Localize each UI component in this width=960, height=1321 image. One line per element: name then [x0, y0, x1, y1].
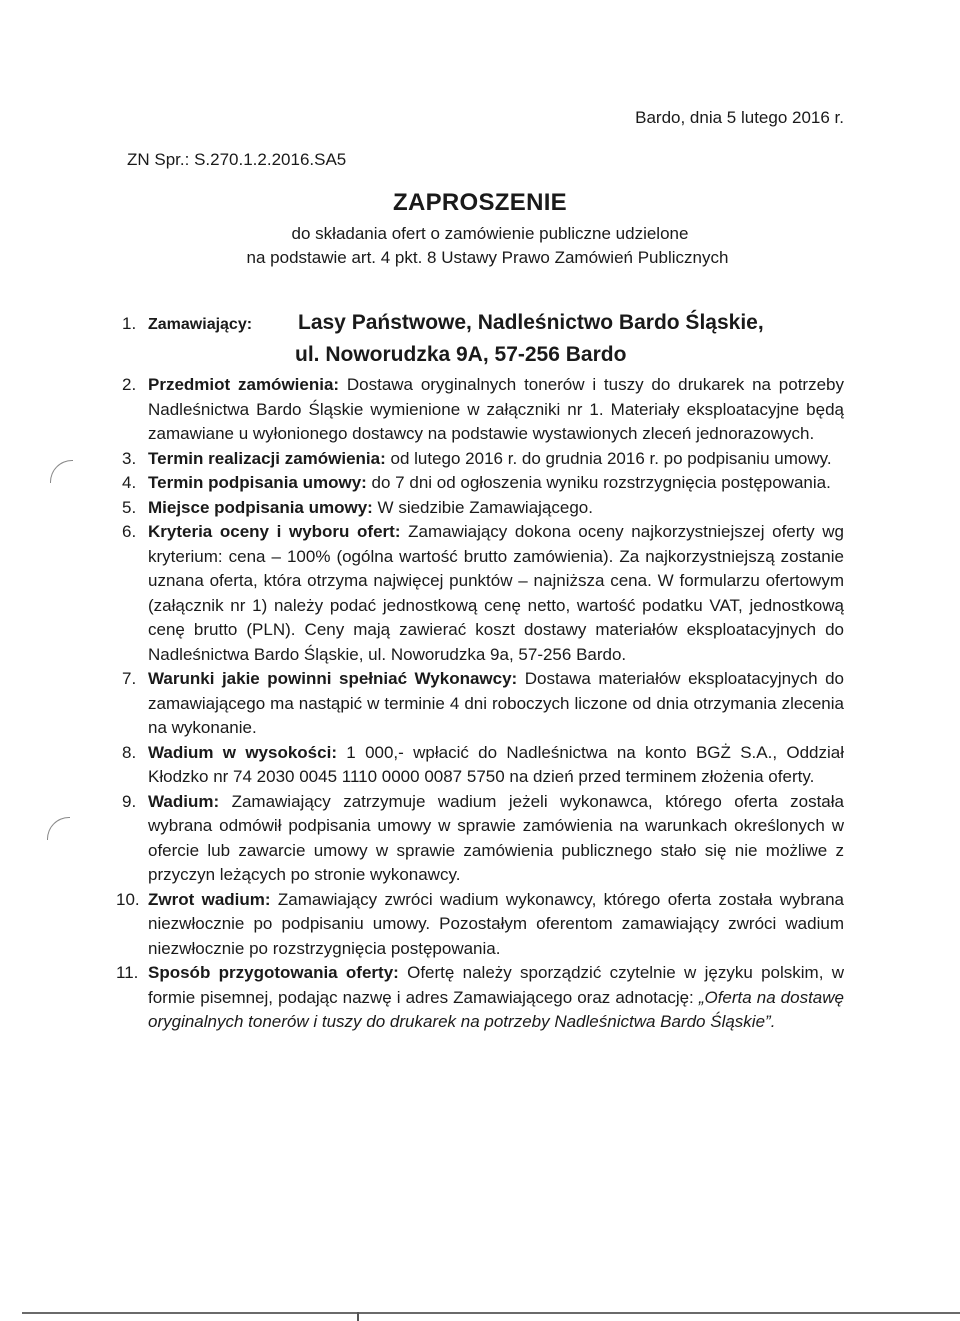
item-number: 7. — [122, 669, 137, 688]
item-label: Kryteria oceny i wyboru ofert: — [148, 522, 401, 541]
item-text: W siedzibie Zamawiającego. — [372, 497, 593, 517]
item-text: Zamawiający dokona oceny najkorzystniejszej oferty wg kryterium: cena – 100% (ogólna wartość brutto zamówienia). Za najkorzystniejszą zostanie uznana oferta, która otrzyma najwięcej punktów – najniższa cena. W formularzu ofertowym (załącznik nr 1) należy podać jednostkową cenę netto, wartość podatku VAT, jednostkową cenę brutto (PLN). Ceny mają zawierać koszt dostawy materiałów eksploatacyjnych do Nadleśnictwa Bardo Śląskie, ul. Noworudzka 9a, 57-256 Bardo. — [148, 522, 845, 664]
list-item — [122, 447, 844, 472]
item-text: 1 000,- wpłacić do Nadleśnictwa na konto BGŻ S.A., Oddział Kłodzko nr 74 2030 0045 1110 0000 0087 5750 na dzień przed terminem złożenia oferty. — [148, 742, 844, 786]
item-label: Zwrot wadium: — [148, 889, 271, 909]
item-list — [116, 311, 845, 1035]
document-title: ZAPROSZENIE — [393, 189, 567, 216]
item-number: 11. — [116, 963, 139, 982]
list-item — [122, 373, 844, 447]
item-label: Warunki jakie powinni spełniać Wykonawcy: — [148, 669, 518, 688]
list-item — [122, 471, 844, 496]
item-label: Sposób przygotowania oferty: — [148, 963, 399, 982]
list-item — [122, 520, 844, 667]
item-text: Ofertę należy sporządzić czytelnie w języku polskim, w formie pisemnej, podając nazwę i adres Zamawiającego oraz adnotację: — [148, 963, 844, 1007]
item-label: Miejsce podpisania umowy: — [148, 497, 373, 517]
item-label: Termin podpisania umowy: — [148, 473, 367, 492]
item-number: 1. — [122, 314, 137, 333]
authority-name: Lasy Państwowe, Nadleśnictwo Bardo Śląskie, — [298, 311, 764, 334]
list-item — [116, 961, 844, 1035]
item-number: 10. — [116, 889, 140, 909]
list-item — [122, 741, 844, 790]
list-item-contracting-authority — [122, 311, 844, 367]
item-number: 3. — [122, 448, 137, 468]
item-text: Dostawa oryginalnych tonerów i tuszy do drukarek na potrzeby Nadleśnictwa Bardo Śląskie wymienione w załączniki nr 1. Materiały eksploatacyjne będą zamawiane u wyłonionego dostawcy na podstawie wystawionych zleceń jednorazowych. — [148, 375, 844, 443]
list-item — [122, 790, 844, 888]
item-label: Zamawiający: — [148, 316, 253, 333]
item-number: 2. — [122, 375, 137, 394]
list-item — [122, 667, 844, 741]
page-bottom-edge-line — [22, 1312, 960, 1314]
item-text: Zamawiający zwróci wadium wykonawcy, którego oferta została wybrana niezwłocznie po podpisaniu umowy. Pozostałym oferentom zamawiający zwróci wadium niezwłocznie po rozstrzygnięcia postępowania. — [148, 889, 844, 958]
margin-pen-mark — [47, 817, 70, 840]
item-label: Termin realizacji zamówienia: — [148, 448, 386, 468]
list-item — [116, 888, 844, 962]
reference-number: ZN Spr.: S.270.1.2.2016.SA5 — [127, 150, 347, 169]
subtitle-line-2: na podstawie art. 4 pkt. 8 Ustawy Prawo Zamówień Publicznych — [246, 248, 729, 267]
item-label: Wadium: — [148, 791, 220, 811]
document-date: Bardo, dnia 5 lutego 2016 r. — [635, 108, 844, 127]
item-number: 6. — [122, 522, 137, 541]
item-text: Zamawiający zatrzymuje wadium jeżeli wykonawca, którego oferta została wybrana odmówił podpisania umowy w sprawie zamówienia na warunkach określonych w ofercie lub zawarcie umowy w sprawie zamówienia publicznego stało się nie możliwe z przyczyn leżących po stronie wykonawcy. — [148, 791, 844, 884]
page-bottom-tick — [357, 1312, 359, 1321]
item-label: Wadium w wysokości: — [148, 742, 337, 762]
list-item — [122, 496, 844, 521]
item-number: 4. — [122, 473, 137, 492]
subtitle-line-1: do składania ofert o zamówienie publiczne udzielone — [291, 224, 689, 243]
item-label: Przedmiot zamówienia: — [148, 375, 340, 394]
offer-annotation-quote: „Oferta na dostawę oryginalnych tonerów i tuszy do drukarek na potrzeby Nadleśnictwa Bardo Śląskie”. — [148, 987, 844, 1031]
item-number: 8. — [122, 742, 137, 762]
authority-address: ul. Noworudzka 9A, 57-256 Bardo — [295, 343, 627, 366]
item-text: Dostawa materiałów eksploatacyjnych do zamawiającego ma nastąpić w terminie 4 dni roboczych liczone od dnia otrzymania zlecenia na wykonanie. — [148, 669, 844, 737]
item-number: 9. — [122, 791, 137, 811]
item-text: do 7 dni od ogłoszenia wyniku rozstrzygnięcia postępowania. — [366, 473, 831, 492]
item-text: od lutego 2016 r. do grudnia 2016 r. po podpisaniu umowy. — [385, 448, 832, 468]
item-number: 5. — [122, 497, 137, 517]
margin-pen-mark — [50, 460, 73, 483]
